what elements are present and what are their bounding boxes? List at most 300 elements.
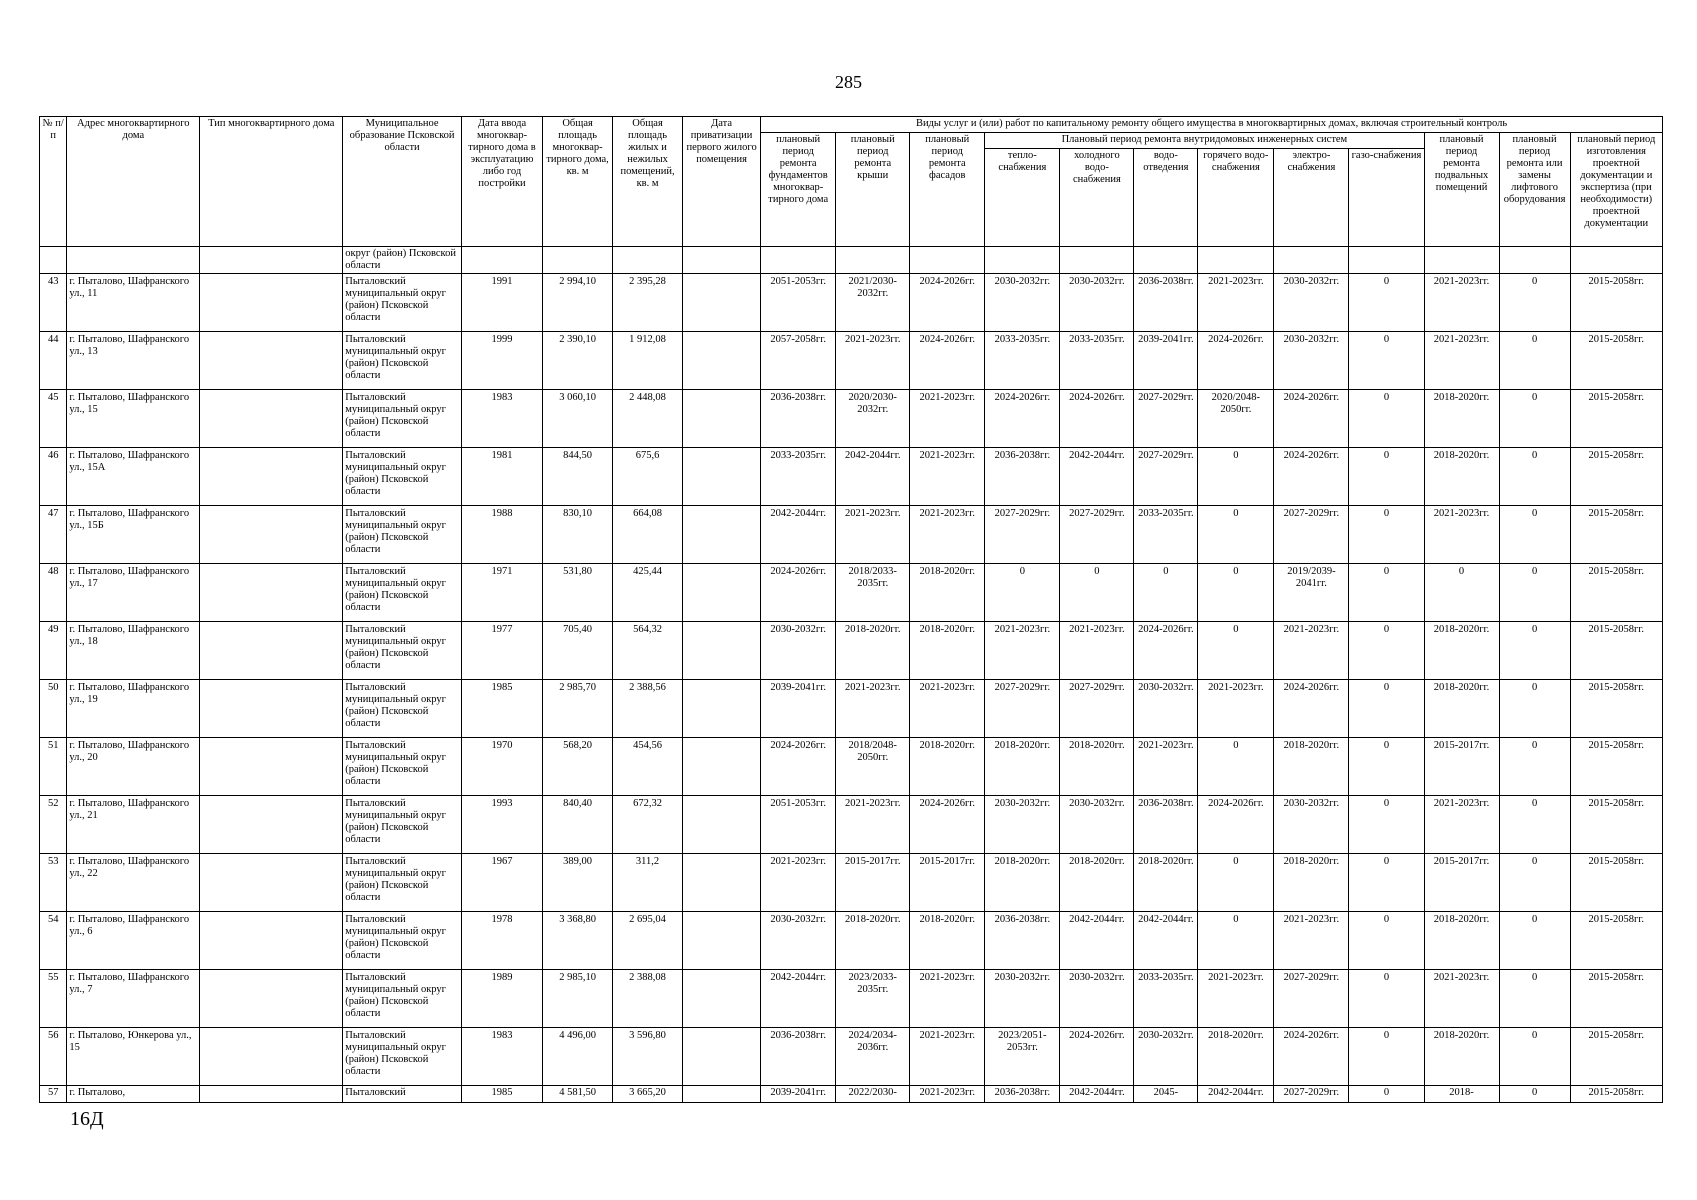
cell-elevator: 0	[1499, 622, 1570, 680]
cell-basement: 2018-2020гг.	[1424, 912, 1499, 970]
cell-cold-water: 2033-2035гг.	[1060, 332, 1134, 390]
cell-design: 2015-2058гг.	[1570, 912, 1662, 970]
cell-municipality: Пыталовский муниципальный округ (район) Псковской области	[343, 1028, 462, 1086]
cell-no: 47	[40, 506, 67, 564]
cell-living-area: 2 388,56	[613, 680, 683, 738]
table-row	[40, 680, 1663, 738]
cell-foundation: 2021-2023гг.	[761, 854, 836, 912]
continuation-text: округ (район) Псковской области	[343, 247, 462, 274]
cell-hot-water: 2021-2023гг.	[1198, 680, 1274, 738]
cell-address: г. Пыталово, Шафранского ул., 15	[67, 390, 200, 448]
cell-heat: 2030-2032гг.	[985, 796, 1060, 854]
cell-electric: 2030-2032гг.	[1274, 274, 1349, 332]
cell-year: 1985	[461, 1086, 542, 1103]
cell-electric: 2027-2029гг.	[1274, 1086, 1349, 1103]
cell-year: 1978	[461, 912, 542, 970]
cell-privatization	[683, 274, 761, 332]
cell-privatization	[683, 390, 761, 448]
cell-gas: 0	[1349, 274, 1424, 332]
header-basement: плановый период ремонта подвальных помещений	[1424, 133, 1499, 247]
cell-no: 53	[40, 854, 67, 912]
cell-no: 50	[40, 680, 67, 738]
cell-design: 2015-2058гг.	[1570, 680, 1662, 738]
cell-year: 1983	[461, 1028, 542, 1086]
cell-type	[200, 622, 343, 680]
cell-elevator: 0	[1499, 796, 1570, 854]
cell-facade: 2018-2020гг.	[910, 912, 985, 970]
cell-gas: 0	[1349, 796, 1424, 854]
cell-total-area: 2 994,10	[543, 274, 613, 332]
cell-municipality: Пыталовский муниципальный округ (район) Псковской области	[343, 332, 462, 390]
cell-type	[200, 332, 343, 390]
cell-roof: 2023/2033-2035гг.	[836, 970, 910, 1028]
cell-basement: 2021-2023гг.	[1424, 506, 1499, 564]
table-row	[40, 274, 1663, 332]
cell-sewer: 2030-2032гг.	[1134, 1028, 1198, 1086]
cell-type	[200, 506, 343, 564]
cell-electric: 2018-2020гг.	[1274, 854, 1349, 912]
cell-basement: 2021-2023гг.	[1424, 796, 1499, 854]
cell-foundation: 2036-2038гг.	[761, 390, 836, 448]
cell-cold-water: 2042-2044гг.	[1060, 448, 1134, 506]
cell-living-area: 2 695,04	[613, 912, 683, 970]
cell-hot-water: 2018-2020гг.	[1198, 1028, 1274, 1086]
cell-foundation: 2030-2032гг.	[761, 912, 836, 970]
cell-hot-water: 0	[1198, 622, 1274, 680]
table-row	[40, 332, 1663, 390]
cell-facade: 2015-2017гг.	[910, 854, 985, 912]
header-no: № п/п	[40, 117, 67, 247]
cell-type	[200, 274, 343, 332]
cell-cold-water: 2042-2044гг.	[1060, 912, 1134, 970]
cell-type	[200, 448, 343, 506]
cell-no: 49	[40, 622, 67, 680]
cell-year: 1971	[461, 564, 542, 622]
cell-cold-water: 2030-2032гг.	[1060, 274, 1134, 332]
cell-privatization	[683, 970, 761, 1028]
cell-heat: 2030-2032гг.	[985, 970, 1060, 1028]
cell-electric: 2019/2039-2041гг.	[1274, 564, 1349, 622]
cell-roof: 2018/2048-2050гг.	[836, 738, 910, 796]
cell-living-area: 672,32	[613, 796, 683, 854]
cell-electric: 2018-2020гг.	[1274, 738, 1349, 796]
table-row-partial	[40, 1086, 1663, 1103]
cell-living-area: 2 448,08	[613, 390, 683, 448]
cell-facade: 2021-2023гг.	[910, 970, 985, 1028]
cell-address: г. Пыталово, Шафранского ул., 18	[67, 622, 200, 680]
cell-roof: 2021-2023гг.	[836, 680, 910, 738]
cell-year: 1999	[461, 332, 542, 390]
cell-sewer: 2027-2029гг.	[1134, 390, 1198, 448]
cell-foundation: 2033-2035гг.	[761, 448, 836, 506]
cell-electric: 2021-2023гг.	[1274, 622, 1349, 680]
cell-year: 1988	[461, 506, 542, 564]
cell-year: 1989	[461, 970, 542, 1028]
cell-electric: 2024-2026гг.	[1274, 680, 1349, 738]
cell-basement: 2018-2020гг.	[1424, 622, 1499, 680]
cell-hot-water: 0	[1198, 854, 1274, 912]
cell-year: 1981	[461, 448, 542, 506]
cell-living-area: 564,32	[613, 622, 683, 680]
header-privatization: Дата приватизации первого жилого помещения	[683, 117, 761, 247]
cell-roof: 2015-2017гг.	[836, 854, 910, 912]
cell-privatization	[683, 738, 761, 796]
cell-electric: 2030-2032гг.	[1274, 796, 1349, 854]
table-row	[40, 1028, 1663, 1086]
table-row	[40, 738, 1663, 796]
cell-no: 54	[40, 912, 67, 970]
cell-hot-water: 2020/2048-2050гг.	[1198, 390, 1274, 448]
cell-gas: 0	[1349, 680, 1424, 738]
cell-basement: 2018-2020гг.	[1424, 1028, 1499, 1086]
cell-hot-water: 0	[1198, 738, 1274, 796]
cell-sewer: 2033-2035гг.	[1134, 506, 1198, 564]
cell-basement: 2021-2023гг.	[1424, 332, 1499, 390]
cell-facade: 2024-2026гг.	[910, 796, 985, 854]
cell-roof: 2018-2020гг.	[836, 622, 910, 680]
cell-basement: 2018-2020гг.	[1424, 390, 1499, 448]
cell-elevator: 0	[1499, 854, 1570, 912]
cell-basement: 2021-2023гг.	[1424, 970, 1499, 1028]
cell-basement: 2018-	[1424, 1086, 1499, 1103]
cell-roof: 2024/2034-2036гг.	[836, 1028, 910, 1086]
table-body	[40, 247, 1663, 1103]
cell-heat: 2027-2029гг.	[985, 506, 1060, 564]
cell-type	[200, 796, 343, 854]
cell-gas: 0	[1349, 1086, 1424, 1103]
cell-sewer: 2024-2026гг.	[1134, 622, 1198, 680]
header-total-area: Общая площадь многоквар-тирного дома, кв. м	[543, 117, 613, 247]
cell-basement: 2018-2020гг.	[1424, 680, 1499, 738]
cell-design: 2015-2058гг.	[1570, 738, 1662, 796]
cell-basement: 2015-2017гг.	[1424, 738, 1499, 796]
cell-no: 56	[40, 1028, 67, 1086]
cell-gas: 0	[1349, 970, 1424, 1028]
cell-year: 1970	[461, 738, 542, 796]
cell-living-area: 311,2	[613, 854, 683, 912]
cell-municipality: Пыталовский муниципальный округ (район) Псковской области	[343, 970, 462, 1028]
footer-mark: 16Д	[70, 1108, 104, 1130]
header-elevator: плановый период ремонта или замены лифтового оборудования	[1499, 133, 1570, 247]
cell-hot-water: 0	[1198, 448, 1274, 506]
cell-type	[200, 564, 343, 622]
cell-electric: 2027-2029гг.	[1274, 506, 1349, 564]
cell-facade: 2021-2023гг.	[910, 1086, 985, 1103]
cell-heat: 2036-2038гг.	[985, 1086, 1060, 1103]
cell-municipality: Пыталовский муниципальный округ (район) Псковской области	[343, 912, 462, 970]
cell-cold-water: 2030-2032гг.	[1060, 796, 1134, 854]
cell-address: г. Пыталово, Шафранского ул., 6	[67, 912, 200, 970]
cell-design: 2015-2058гг.	[1570, 1086, 1662, 1103]
cell-living-area: 1 912,08	[613, 332, 683, 390]
cell-municipality: Пыталовский муниципальный округ (район) Псковской области	[343, 448, 462, 506]
cell-privatization	[683, 1086, 761, 1103]
cell-year: 1983	[461, 390, 542, 448]
cell-address: г. Пыталово, Шафранского ул., 19	[67, 680, 200, 738]
cell-municipality: Пыталовский муниципальный округ (район) Псковской области	[343, 738, 462, 796]
cell-heat: 2030-2032гг.	[985, 274, 1060, 332]
cell-no: 52	[40, 796, 67, 854]
header-electric: электро-снабжения	[1274, 149, 1349, 247]
cell-elevator: 0	[1499, 390, 1570, 448]
cell-type	[200, 970, 343, 1028]
cell-basement: 2015-2017гг.	[1424, 854, 1499, 912]
cell-privatization	[683, 448, 761, 506]
header-hot-water: горячего водо-снабжения	[1198, 149, 1274, 247]
cell-roof: 2020/2030-2032гг.	[836, 390, 910, 448]
cell-municipality: Пыталовский муниципальный округ (район) Псковской области	[343, 854, 462, 912]
cell-hot-water: 2021-2023гг.	[1198, 970, 1274, 1028]
cell-heat: 2027-2029гг.	[985, 680, 1060, 738]
cell-electric: 2024-2026гг.	[1274, 1028, 1349, 1086]
cell-hot-water: 2024-2026гг.	[1198, 796, 1274, 854]
cell-cold-water: 2027-2029гг.	[1060, 506, 1134, 564]
cell-address: г. Пыталово, Юнкерова ул., 15	[67, 1028, 200, 1086]
header-gas: газо-снабжения	[1349, 149, 1424, 247]
cell-living-area: 454,56	[613, 738, 683, 796]
cell-gas: 0	[1349, 506, 1424, 564]
cell-foundation: 2039-2041гг.	[761, 1086, 836, 1103]
cell-elevator: 0	[1499, 274, 1570, 332]
cell-cold-water: 2018-2020гг.	[1060, 854, 1134, 912]
cell-roof: 2021-2023гг.	[836, 506, 910, 564]
cell-living-area: 425,44	[613, 564, 683, 622]
cell-address: г. Пыталово, Шафранского ул., 20	[67, 738, 200, 796]
header-commission: Дата ввода многоквар-тирного дома в эксплуатацию либо год постройки	[461, 117, 542, 247]
cell-total-area: 389,00	[543, 854, 613, 912]
cell-privatization	[683, 796, 761, 854]
cell-address: г. Пыталово,	[67, 1086, 200, 1103]
cell-facade: 2018-2020гг.	[910, 622, 985, 680]
cell-electric: 2027-2029гг.	[1274, 970, 1349, 1028]
cell-design: 2015-2058гг.	[1570, 854, 1662, 912]
header-sewer: водо-отведения	[1134, 149, 1198, 247]
cell-sewer: 2036-2038гг.	[1134, 274, 1198, 332]
cell-total-area: 4 581,50	[543, 1086, 613, 1103]
cell-municipality: Пыталовский муниципальный округ (район) Псковской области	[343, 796, 462, 854]
cell-gas: 0	[1349, 912, 1424, 970]
cell-gas: 0	[1349, 390, 1424, 448]
cell-heat: 0	[985, 564, 1060, 622]
header-roof: плановый период ремонта крыши	[836, 133, 910, 247]
cell-elevator: 0	[1499, 912, 1570, 970]
cell-elevator: 0	[1499, 564, 1570, 622]
cell-privatization	[683, 564, 761, 622]
capital-repair-table	[39, 116, 1663, 1103]
cell-sewer: 0	[1134, 564, 1198, 622]
cell-living-area: 664,08	[613, 506, 683, 564]
header-heat: тепло-снабжения	[985, 149, 1060, 247]
cell-address: г. Пыталово, Шафранского ул., 11	[67, 274, 200, 332]
cell-year: 1991	[461, 274, 542, 332]
cell-living-area: 675,6	[613, 448, 683, 506]
cell-facade: 2018-2020гг.	[910, 564, 985, 622]
cell-hot-water: 0	[1198, 564, 1274, 622]
cell-design: 2015-2058гг.	[1570, 390, 1662, 448]
cell-no: 43	[40, 274, 67, 332]
cell-gas: 0	[1349, 564, 1424, 622]
cell-heat: 2036-2038гг.	[985, 448, 1060, 506]
header-systems-group: Плановый период ремонта внутридомовых инженерных систем	[985, 133, 1424, 149]
cell-hot-water: 2024-2026гг.	[1198, 332, 1274, 390]
cell-cold-water: 2024-2026гг.	[1060, 390, 1134, 448]
cell-no: 44	[40, 332, 67, 390]
cell-type	[200, 738, 343, 796]
cell-heat: 2033-2035гг.	[985, 332, 1060, 390]
cell-hot-water: 0	[1198, 912, 1274, 970]
cell-foundation: 2039-2041гг.	[761, 680, 836, 738]
header-type: Тип многоквартирного дома	[200, 117, 343, 247]
cell-privatization	[683, 912, 761, 970]
cell-design: 2015-2058гг.	[1570, 564, 1662, 622]
cell-municipality: Пыталовский	[343, 1086, 462, 1103]
cell-heat: 2021-2023гг.	[985, 622, 1060, 680]
cell-foundation: 2030-2032гг.	[761, 622, 836, 680]
header-municipality: Муниципальное образование Псковской области	[343, 117, 462, 247]
cell-privatization	[683, 1028, 761, 1086]
cell-cold-water: 2024-2026гг.	[1060, 1028, 1134, 1086]
cell-elevator: 0	[1499, 970, 1570, 1028]
cell-privatization	[683, 622, 761, 680]
cell-foundation: 2024-2026гг.	[761, 738, 836, 796]
cell-roof: 2018-2020гг.	[836, 912, 910, 970]
cell-roof: 2042-2044гг.	[836, 448, 910, 506]
table-row	[40, 448, 1663, 506]
header-foundation: плановый период ремонта фундаментов многоквар-тирного дома	[761, 133, 836, 247]
cell-sewer: 2018-2020гг.	[1134, 854, 1198, 912]
cell-address: г. Пыталово, Шафранского ул., 13	[67, 332, 200, 390]
cell-roof: 2021-2023гг.	[836, 332, 910, 390]
cell-foundation: 2042-2044гг.	[761, 506, 836, 564]
cell-elevator: 0	[1499, 448, 1570, 506]
table-row	[40, 564, 1663, 622]
cell-municipality: Пыталовский муниципальный округ (район) Псковской области	[343, 390, 462, 448]
cell-hot-water: 2042-2044гг.	[1198, 1086, 1274, 1103]
table-row	[40, 796, 1663, 854]
header-facade: плановый период ремонта фасадов	[910, 133, 985, 247]
cell-no: 57	[40, 1086, 67, 1103]
cell-total-area: 705,40	[543, 622, 613, 680]
cell-foundation: 2042-2044гг.	[761, 970, 836, 1028]
cell-cold-water: 2042-2044гг.	[1060, 1086, 1134, 1103]
cell-foundation: 2036-2038гг.	[761, 1028, 836, 1086]
cell-municipality: Пыталовский муниципальный округ (район) Псковской области	[343, 564, 462, 622]
cell-foundation: 2024-2026гг.	[761, 564, 836, 622]
cell-foundation: 2051-2053гг.	[761, 274, 836, 332]
cell-gas: 0	[1349, 738, 1424, 796]
cell-heat: 2036-2038гг.	[985, 912, 1060, 970]
cell-total-area: 3 060,10	[543, 390, 613, 448]
cell-heat: 2023/2051-2053гг.	[985, 1028, 1060, 1086]
cell-type	[200, 1028, 343, 1086]
cell-facade: 2021-2023гг.	[910, 390, 985, 448]
header-living-area: Общая площадь жилых и нежилых помещений, кв. м	[613, 117, 683, 247]
cell-gas: 0	[1349, 448, 1424, 506]
table-row	[40, 390, 1663, 448]
cell-cold-water: 2027-2029гг.	[1060, 680, 1134, 738]
table-row	[40, 912, 1663, 970]
cell-design: 2015-2058гг.	[1570, 448, 1662, 506]
cell-gas: 0	[1349, 332, 1424, 390]
cell-sewer: 2033-2035гг.	[1134, 970, 1198, 1028]
cell-elevator: 0	[1499, 1028, 1570, 1086]
cell-design: 2015-2058гг.	[1570, 506, 1662, 564]
cell-gas: 0	[1349, 1028, 1424, 1086]
cell-address: г. Пыталово, Шафранского ул., 21	[67, 796, 200, 854]
continuation-row	[40, 247, 1663, 274]
cell-elevator: 0	[1499, 1086, 1570, 1103]
cell-type	[200, 680, 343, 738]
cell-design: 2015-2058гг.	[1570, 970, 1662, 1028]
cell-total-area: 830,10	[543, 506, 613, 564]
cell-elevator: 0	[1499, 506, 1570, 564]
cell-total-area: 531,80	[543, 564, 613, 622]
cell-facade: 2024-2026гг.	[910, 274, 985, 332]
cell-sewer: 2030-2032гг.	[1134, 680, 1198, 738]
cell-year: 1993	[461, 796, 542, 854]
cell-design: 2015-2058гг.	[1570, 622, 1662, 680]
cell-privatization	[683, 332, 761, 390]
cell-living-area: 2 388,08	[613, 970, 683, 1028]
cell-year: 1985	[461, 680, 542, 738]
cell-sewer: 2045-	[1134, 1086, 1198, 1103]
cell-roof: 2021-2023гг.	[836, 796, 910, 854]
cell-sewer: 2021-2023гг.	[1134, 738, 1198, 796]
cell-privatization	[683, 680, 761, 738]
page-number: 285	[835, 72, 862, 92]
header-services-group: Виды услуг и (или) работ по капитальному ремонту общего имущества в многоквартирных домах, включая строительный контроль	[761, 117, 1663, 133]
cell-gas: 0	[1349, 854, 1424, 912]
cell-municipality: Пыталовский муниципальный округ (район) Псковской области	[343, 506, 462, 564]
cell-cold-water: 2021-2023гг.	[1060, 622, 1134, 680]
cell-no: 51	[40, 738, 67, 796]
cell-electric: 2024-2026гг.	[1274, 448, 1349, 506]
cell-total-area: 2 985,10	[543, 970, 613, 1028]
header-cold-water: холодного водо-снабжения	[1060, 149, 1134, 247]
cell-roof: 2021/2030-2032гг.	[836, 274, 910, 332]
cell-type	[200, 912, 343, 970]
cell-total-area: 2 390,10	[543, 332, 613, 390]
cell-basement: 2018-2020гг.	[1424, 448, 1499, 506]
cell-elevator: 0	[1499, 738, 1570, 796]
cell-sewer: 2039-2041гг.	[1134, 332, 1198, 390]
cell-address: г. Пыталово, Шафранского ул., 7	[67, 970, 200, 1028]
cell-heat: 2018-2020гг.	[985, 854, 1060, 912]
cell-basement: 2021-2023гг.	[1424, 274, 1499, 332]
cell-total-area: 4 496,00	[543, 1028, 613, 1086]
cell-total-area: 840,40	[543, 796, 613, 854]
cell-total-area: 3 368,80	[543, 912, 613, 970]
cell-facade: 2021-2023гг.	[910, 448, 985, 506]
cell-type	[200, 854, 343, 912]
cell-address: г. Пыталово, Шафранского ул., 15Б	[67, 506, 200, 564]
cell-no: 45	[40, 390, 67, 448]
cell-total-area: 844,50	[543, 448, 613, 506]
cell-privatization	[683, 854, 761, 912]
cell-total-area: 568,20	[543, 738, 613, 796]
cell-municipality: Пыталовский муниципальный округ (район) Псковской области	[343, 622, 462, 680]
cell-total-area: 2 985,70	[543, 680, 613, 738]
cell-gas: 0	[1349, 622, 1424, 680]
cell-basement: 0	[1424, 564, 1499, 622]
cell-elevator: 0	[1499, 332, 1570, 390]
cell-no: 46	[40, 448, 67, 506]
cell-municipality: Пыталовский муниципальный округ (район) Псковской области	[343, 274, 462, 332]
cell-living-area: 2 395,28	[613, 274, 683, 332]
cell-address: г. Пыталово, Шафранского ул., 17	[67, 564, 200, 622]
cell-electric: 2024-2026гг.	[1274, 390, 1349, 448]
cell-facade: 2024-2026гг.	[910, 332, 985, 390]
